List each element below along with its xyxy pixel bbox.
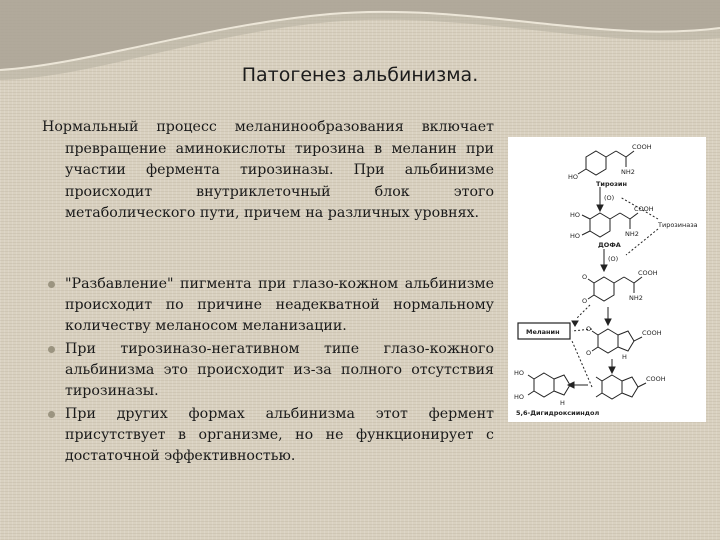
label-cooh-4: COOH — [642, 329, 662, 337]
label-oxidation-2: (O) — [608, 255, 619, 263]
label-o-6: O — [586, 349, 592, 357]
label-cooh-2: COOH — [634, 205, 654, 213]
label-o-3: O — [582, 273, 588, 281]
label-cooh-5: COOH — [646, 375, 666, 383]
label-cooh-3: COOH — [638, 269, 658, 277]
label-ho-5a: HO — [514, 369, 525, 377]
bullet-text: При тирозиназо-негативном типе глазо-кожного альбинизма это происходит из-за полного отсутствия тирозиназы. — [65, 341, 494, 399]
label-cooh-1: COOH — [632, 143, 652, 151]
benzene-ring-icon — [586, 151, 606, 175]
bullet-text: "Разбавление" пигмента при глазо-кожном альбинизме происходит по причине неадекватной нормальному количеству меланосом меланизации. — [65, 276, 494, 334]
bullet-dot-icon — [48, 346, 55, 353]
label-dopa: ДОФА — [598, 241, 621, 249]
bullet-dot-icon — [48, 281, 55, 288]
intro-text: Нормальный процесс меланинообразования включает превращение аминокислоты тирозина в меланин при участии фермента тирозиназы. При альбинизме происходит внутриклеточный блок этого метаболического пути, причем на различных уровнях. — [42, 119, 494, 221]
label-ho-1: HO — [568, 173, 579, 181]
label-nh2-1: NH2 — [621, 168, 635, 176]
label-nh2-3: NH2 — [629, 294, 643, 302]
label-h-1: H — [622, 353, 627, 361]
label-o-4: O — [582, 297, 588, 305]
bullet-item — [48, 274, 494, 337]
label-o-5: O — [586, 325, 592, 333]
bullet-dot-icon — [48, 411, 55, 418]
bullet-text: При других формах альбинизма этот фермент присутствует в организме, но не функционирует с достаточной эффективностью. — [65, 406, 494, 464]
label-h-2: H — [560, 399, 565, 407]
label-tyrosine: Тирозин — [596, 180, 627, 188]
label-oxidation-1: (O) — [604, 194, 615, 202]
intro-paragraph — [42, 117, 494, 225]
pathway-figure — [508, 137, 706, 422]
bullet-item — [48, 339, 494, 402]
bullet-item — [48, 404, 494, 467]
label-nh2-2: NH2 — [625, 230, 639, 238]
label-melanin: Меланин — [526, 328, 560, 336]
label-ho-5b: HO — [514, 393, 525, 401]
decorative-wave-header — [0, 0, 720, 110]
melanin-synthesis-diagram — [508, 137, 706, 422]
slide-title: Патогенез альбинизма. — [241, 64, 479, 86]
label-ho-2a: HO — [570, 211, 581, 219]
label-tyrosinase: Тирозиназа — [658, 221, 698, 229]
label-ho-2b: HO — [570, 232, 581, 240]
label-dhi: 5,6-Дигидроксииндол — [516, 409, 600, 417]
bullet-list — [48, 274, 494, 469]
